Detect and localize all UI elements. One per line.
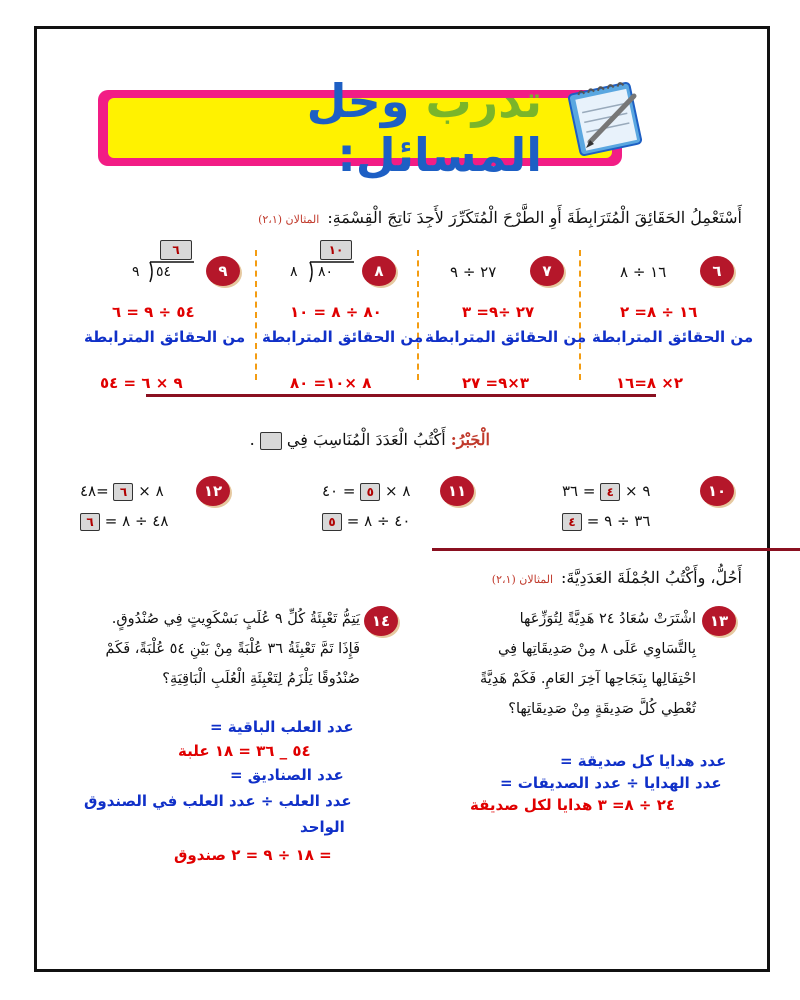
quotient-box: ١٠: [320, 240, 352, 260]
problem-number: ٨: [362, 256, 396, 286]
divider: [579, 250, 581, 380]
answer-equation: ١٦ ÷ ٨= ٢: [620, 303, 698, 321]
problem-number: ١١: [440, 476, 474, 506]
algebra-equation: ٨ × ٥ = ٤٠: [322, 482, 411, 500]
dividend: ٨٠: [318, 264, 334, 280]
solution-line: عدد العلب ÷ عدد العلب في الصندوق: [84, 792, 352, 810]
solution-line: الواحد: [300, 818, 345, 836]
problem-number: ١٢: [196, 476, 230, 506]
notepad-icon: [560, 70, 650, 160]
answer-equation: ٥٤ ÷ ٩ = ٦: [112, 303, 195, 321]
algebra-division: ٤٨ ÷ ٨ = ٦: [80, 512, 168, 531]
divider: [255, 250, 257, 380]
method-label: من الحقائق المترابطة: [425, 328, 587, 346]
algebra-equation: ٨ × ٦ =٤٨: [80, 482, 164, 500]
dividend: ٥٤: [156, 264, 172, 280]
solution-answer: ٢٤ ÷ ٨= ٣ هدايا لكل صديقة: [470, 796, 676, 814]
word-problem-13: اشْتَرَتْ سُعَادُ ٢٤ هَدِيَّةً لِتُوَزِّعَها بِالتَّسَاوِي عَلَى ٨ مِنْ صَدِيقَاتِها فِي احْتِفَالِها بِنَجَاحِها آخِرَ العَامِ. فَكَمْ هَدِيَّةً تُعْطِي كُلَّ صَدِيقَةٍ مِنْ صَدِيقَاتِها؟: [479, 611, 696, 717]
method-label: من الحقائق المترابطة: [262, 328, 424, 346]
related-fact: ٨ ×١٠= ٨٠: [290, 374, 372, 392]
problem-number: ١٠: [700, 476, 734, 506]
problem-number: ٧: [530, 256, 564, 286]
solution-line: عدد العلب الباقية =: [210, 718, 354, 736]
problem-number: ٦: [700, 256, 734, 286]
related-fact: ٩ × ٦ = ٥٤: [100, 374, 183, 392]
blank-box-icon: [260, 432, 282, 450]
algebra-division: ٤٠ ÷ ٨ = ٥: [322, 512, 410, 531]
answer-equation: ٨٠ ÷ ٨ = ١٠: [290, 303, 382, 321]
problem-number: ٩: [206, 256, 240, 286]
divider: [417, 250, 419, 380]
problem-expression: ١٦ ÷ ٨: [620, 263, 667, 281]
related-fact: ٢× ٨=١٦: [616, 374, 683, 392]
answer-equation: ٢٧ ÷٩= ٣: [462, 303, 535, 321]
section1-heading: أَسْتَعْمِلُ الحَقَائِقَ الْمُتَرَابِطَةَ أَوِ الطَّرْحَ الْمُتَكَرِّرَ لأَجِدَ نَاتِجَ الْقِسْمَةِ:المثالان (٢،١): [258, 208, 742, 227]
title-banner: [98, 74, 622, 182]
solution-line: عدد هدايا كل صديقة =: [560, 752, 727, 770]
solution-answer: = ١٨ ÷ ٩ = ٢ صندوق: [174, 846, 332, 864]
solution-line: عدد الهدايا ÷ عدد الصديقات =: [500, 774, 722, 792]
algebra-division: ٣٦ ÷ ٩ = ٤: [562, 512, 650, 531]
related-fact: ٣×٩= ٢٧: [462, 374, 529, 392]
divisor: ٨: [290, 264, 298, 280]
method-label: من الحقائق المترابطة: [592, 328, 754, 346]
section3-heading: أَحُلُّ، وأَكْتُبُ الجُمْلَةَ العَدَدِيَّةَ:المثالان (٢،١): [491, 568, 742, 587]
quotient-box: ٦: [160, 240, 192, 260]
problem-number: ١٣: [702, 606, 736, 636]
solution-line: عدد الصناديق =: [230, 766, 344, 784]
problem-number: ١٤: [364, 606, 398, 636]
solution-answer: ٥٤ _ ٣٦ = ١٨ علبة: [178, 742, 311, 760]
section2-heading: الْجَبْرُ: أَكْتُبُ الْعَدَدَ الْمُنَاسِبَ فِي .: [249, 430, 490, 449]
method-label: من الحقائق المترابطة: [84, 328, 246, 346]
word-problem-14: يَتِمُّ تَعْبِئَةُ كُلِّ ٩ عُلَبٍ بَسْكَوِيتٍ فِي صُنْدُوقٍ. فَإِذَا تَمَّ تَعْبِئَةُ ٣٦ عُلْبَةً مِنْ بَيْنِ ٥٤ عُلْبَةً، فَكَمْ صُنْدُوقًا يَلْزَمُ لِتَعْبِئَةِ الْعُلَبِ الْبَاقِيَةِ؟: [105, 611, 360, 687]
separator-line: [146, 394, 656, 397]
banner-title: تدرب وحل المسائل:: [306, 74, 542, 182]
algebra-equation: ٩ × ٤ = ٣٦: [562, 482, 651, 500]
separator-line: [432, 548, 800, 551]
divisor: ٩: [132, 264, 140, 280]
problem-expression: ٢٧ ÷ ٩: [450, 263, 497, 281]
